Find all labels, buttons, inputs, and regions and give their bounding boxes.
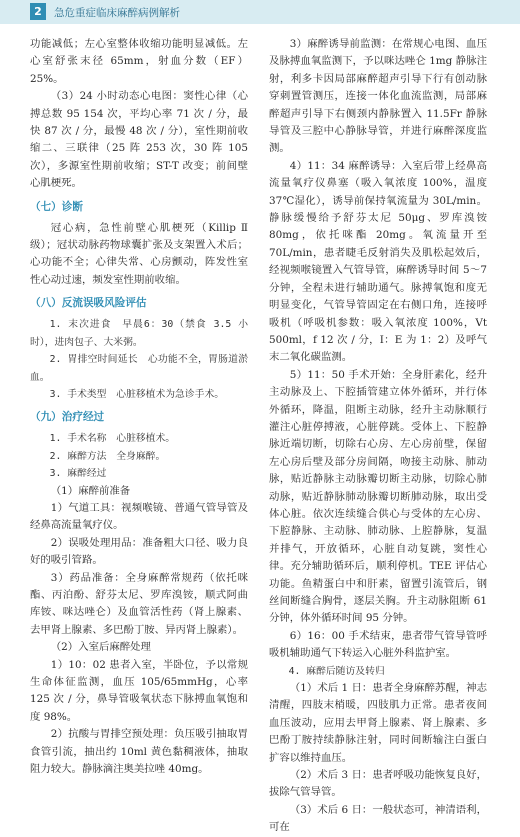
paragraph: 2. 胃排空时间延长 心功能不全，胃肠道淤血。	[30, 354, 248, 383]
paragraph: 3）麻醉诱导前监测：在常规心电图、血压及脉搏血氧监测下，予以咪达唑仑 1mg 静脉注射，利多卡因局部麻醉超声引导下行有创动脉穿刺置管测压，连接一体化血流监测，局部麻醉超声引导下右侧颈内静脉置入 11.5Fr 静脉导管及三腔中心静脉导管，并进行麻醉深度监测。	[269, 38, 487, 155]
paragraph: 冠心病，急性前壁心肌梗死（Killip Ⅱ级）；冠状动脉药物球囊扩张及支架置入术后；心功能不全；心律失常、心房颤动，阵发性室性心动过速，频发室性期前收缩。	[30, 221, 248, 286]
paragraph: 4. 麻醉后随访及转归	[288, 665, 385, 677]
paragraph: 4）11：34 麻醉诱导：入室后带上经鼻高流量氧疗仪鼻塞（吸入氧浓度 100%，温度 37℃湿化），诱导前保持氧流量为 30L/min。静脉缓慢给予舒芬太尼 50μg、罗库溴铵 80mg，依托咪酯 20mg。氧流量开至 70L/min，患者睫毛反射消失及肌松起效后，经视频喉镜置入气管导管，麻醉诱导时间 5～7 分钟，全程未进行辅助通气。脉搏氧饱和度无明显变化，气管导管固定在右侧口角，连接呼吸机（呼吸机参数：吸入氧浓度 100%，Vt 500ml，f 12 次 / 分，I：E 为 1：2）及呼气末二氧化碳监测。	[269, 159, 487, 364]
paragraph: 6）16：00 手术结束，患者带气管导管呼吸机辅助通气下转运入心脏外科监护室。	[269, 629, 487, 660]
paragraph: （2）入室后麻醉处理	[50, 641, 151, 654]
paragraph: 5）11：50 手术开始：全身肝素化，经升主动脉及上、下腔插管建立体外循环，并行体外循环，降温，阻断主动脉，经升主动脉顺行灌注心脏停搏液，心脏停跳。受体上、下腔静脉近端切断，切除右心房、左心房前壁，保留左心房后壁及部分房间隔，吻接主动脉、肺动脉，贴近静脉主动脉瓣切断主动脉，切除心肺动脉，贴近静脉肺动脉瓣切断肺动脉，取出受体心脏。依次连续缝合供心与受体的左心房、下腔静脉、主动脉、肺动脉、上腔静脉，复温并排气，开放循环，心脏自动复跳，窦性心律。充分辅助循环后，顺利停机。TEE 评估心功能。鱼精蛋白中和肝素，留置引流管后，钢丝间断缝合胸骨，逐层关胸。升主动脉阻断 61 分钟，体外循环时间 95 分钟。	[269, 368, 487, 625]
paragraph: 2）抗酸与胃排空预处理：负压吸引抽取胃食管引流，抽出约 10ml 黄色黏稠液体，抽取阻力较大。静脉滴注奥美拉唑 40mg。	[30, 728, 248, 776]
paragraph: （1）术后 1 日：患者全身麻醉苏醒，神志清醒，四肢末梢暖，四肢肌力正常。患者夜间血压波动，应用去甲肾上腺素、肾上腺素、多巴酚丁胺持续静脉注射，同时间断输注白蛋白扩容以维持血压。	[269, 682, 487, 764]
paragraph: 3. 手术类型 心脏移植术为急诊手术。	[49, 388, 225, 400]
paragraph: 2）误吸处理用品：准备粗大口径、吸力良好的吸引管路。	[30, 536, 248, 567]
paragraph: 3. 麻醉经过	[49, 468, 107, 480]
paragraph: 1）10：02 患者入室，半卧位，予以常规生命体征监测，血压 105/65mmHg，心率 125 次 / 分，鼻导管吸氧状态下脉搏血氧饱和度 98%。	[30, 658, 248, 723]
section-heading: （九）治疗经过	[30, 411, 105, 424]
paragraph: （1）麻醉前准备	[50, 484, 131, 497]
paragraph: （3）24 小时动态心电图：窦性心律（心搏总数 95 154 次，平均心率 71 次 / 分，最快 87 次 / 分，最慢 48 次 / 分），室性期前收缩二、三联律（25 阵 253 次，30 阵 105 次），多源室性期前收缩；ST-T 改变；前间壁心肌梗死。	[30, 90, 248, 190]
paragraph: 2. 麻醉方法 全身麻醉。	[49, 450, 166, 462]
page-header	[0, 0, 520, 24]
page-number: 2	[30, 3, 46, 20]
paragraph: 1）气道工具：视频喉镜、普通气管导管及经鼻高流量氧疗仪。	[30, 501, 248, 532]
paragraph: （3）术后 6 日：一般状态可，神清语利，可在	[269, 803, 487, 834]
left-column	[30, 36, 248, 778]
right-column	[269, 36, 487, 837]
paragraph: （2）术后 3 日：患者呼吸功能恢复良好，拔除气管导管。	[269, 769, 487, 799]
paragraph: 功能减低；左心室整体收缩功能明显减低。左心室舒张末径 65mm，射血分数（EF）25%。	[30, 38, 248, 85]
section-heading: （八）反流误吸风险评估	[30, 297, 147, 310]
section-heading: （七）诊断	[30, 200, 83, 213]
paragraph: 3）药品准备：全身麻醉常规药（依托咪酯、丙泊酚、舒芬太尼、罗库溴铵，顺式阿曲库铵、咪达唑仑）及血管活性药（肾上腺素、去甲肾上腺素、多巴酚丁胺、异丙肾上腺素）。	[30, 571, 248, 636]
running-title: 急危重症临床麻醉病例解析	[54, 7, 180, 19]
paragraph: 1. 手术名称 心脏移植术。	[49, 433, 176, 445]
paragraph: 1. 末次进食 早晨6：30（禁食 3.5 小时），进肉包子、大米粥。	[30, 319, 248, 348]
